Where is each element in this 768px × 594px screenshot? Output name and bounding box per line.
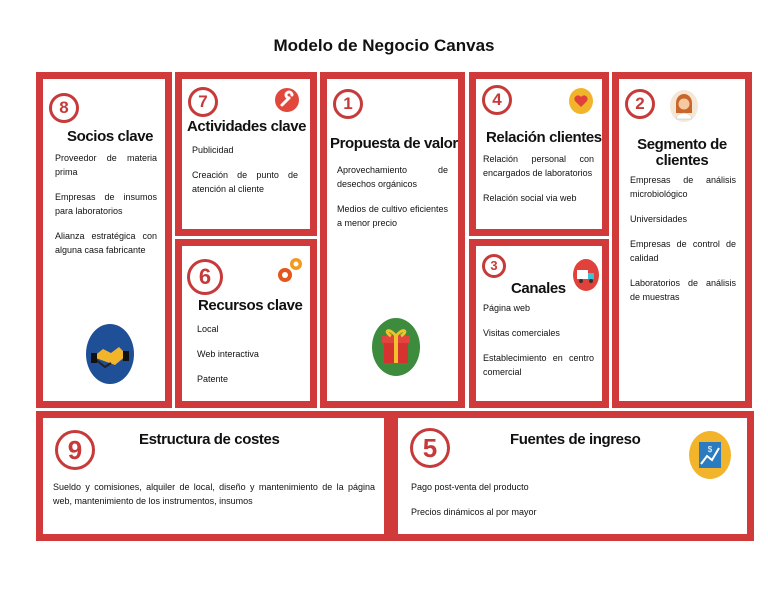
- list-item: Patente: [197, 374, 229, 384]
- list-item: Precios dinámicos al por mayor: [411, 507, 537, 517]
- block-socios-clave: [36, 72, 172, 408]
- block-number: 8: [49, 93, 79, 123]
- list-item: Empresas de análisis microbiológico: [630, 175, 736, 199]
- block-items: [630, 173, 736, 315]
- block-title: Socios clave: [67, 128, 154, 145]
- block-estructura-de-costes: [36, 411, 391, 541]
- gift-icon: [371, 317, 421, 377]
- list-item: Aprovechamiento de desechos orgánicos: [337, 165, 448, 189]
- block-title: Canales: [511, 280, 566, 297]
- block-title: Fuentes de ingreso: [510, 431, 641, 448]
- truck-icon: [572, 258, 600, 292]
- svg-text:$: $: [707, 445, 713, 454]
- block-items: [197, 322, 297, 397]
- block-number: 4: [482, 85, 512, 115]
- block-recursos-clave: [175, 239, 317, 408]
- list-item: Visitas comerciales: [483, 328, 560, 338]
- block-canales: [469, 239, 609, 408]
- block-items: [192, 143, 298, 207]
- list-item: Creación de punto de atención al cliente: [192, 170, 298, 194]
- block-propuesta-de-valor: [320, 72, 465, 408]
- list-item: Publicidad: [192, 145, 234, 155]
- handshake-icon: [85, 323, 135, 385]
- block-number: 1: [333, 89, 363, 119]
- list-item: Establecimiento en centro comercial: [483, 353, 594, 377]
- wrench-icon: [274, 87, 300, 113]
- block-title: Segmento de clientes: [637, 136, 727, 169]
- block-title: Recursos clave: [198, 297, 303, 314]
- block-items: [411, 480, 681, 530]
- block-number: 9: [55, 430, 95, 470]
- block-items: [483, 152, 594, 216]
- block-number: 7: [188, 87, 218, 117]
- list-item: Página web: [483, 303, 531, 313]
- page-title: Modelo de Negocio Canvas: [273, 36, 495, 55]
- block-fuentes-de-ingreso: [391, 411, 754, 541]
- block-title: Estructura de costes: [139, 431, 280, 448]
- block-title: Relación clientes: [486, 129, 602, 146]
- list-item: Relación personal con encargados de laboratorios: [483, 154, 594, 178]
- chart-document-icon: [688, 430, 732, 480]
- block-items: [53, 480, 375, 519]
- list-item: Proveedor de materia prima: [55, 153, 157, 177]
- block-relacion-clientes: [469, 72, 609, 236]
- block-number: 3: [482, 254, 506, 278]
- list-item: Alianza estratégica con alguna casa fabricante: [55, 231, 157, 255]
- block-title: Propuesta de valor: [330, 135, 458, 152]
- block-segmento-de-clientes: [612, 72, 752, 408]
- block-title: Actividades clave: [187, 118, 307, 135]
- list-item: Sueldo y comisiones, alquiler de local, diseño y mantenimiento de la página web, mantenimiento de los instrumentos, insumos: [53, 482, 375, 506]
- block-number: 2: [625, 89, 655, 119]
- gears-icon: [276, 256, 304, 284]
- block-items: [483, 301, 594, 390]
- block-actividades-clave: [175, 72, 317, 236]
- list-item: Empresas de control de calidad: [630, 239, 736, 263]
- list-item: Empresas de insumos para laboratorios: [55, 192, 157, 216]
- block-items: [337, 163, 448, 241]
- heart-icon: [568, 87, 594, 115]
- list-item: Laboratorios de análisis de muestras: [630, 278, 736, 302]
- block-number: 5: [410, 428, 450, 468]
- list-item: Medios de cultivo eficientes a menor precio: [337, 204, 448, 228]
- block-number: 6: [187, 259, 223, 295]
- list-item: Local: [197, 324, 219, 334]
- list-item: Pago post-venta del producto: [411, 482, 529, 492]
- list-item: Web interactiva: [197, 349, 259, 359]
- list-item: Relación social via web: [483, 193, 577, 203]
- block-items: [55, 151, 157, 268]
- list-item: Universidades: [630, 214, 688, 224]
- woman-avatar-icon: [669, 89, 699, 123]
